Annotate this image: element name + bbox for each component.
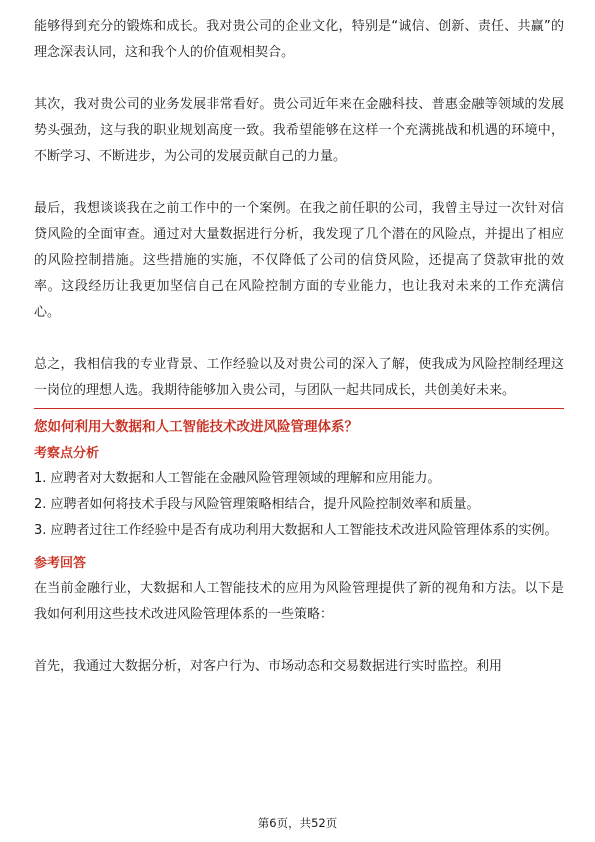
- paragraph-culture: 能够得到充分的锻炼和成长。我对贵公司的企业文化，特别是“诚信、创新、责任、共赢”的理念深表认同，这和我个人的价值观相契合。: [34, 19, 564, 60]
- answer-label: 参考回答: [34, 556, 87, 571]
- analysis-item-1: 1. 应聘者对大数据和人工智能在金融风险管理领域的理解和应用能力。: [34, 471, 441, 486]
- analysis-item-2: 2. 应聘者如何将技术手段与风险管理策略相结合，提升风险控制效率和质量。: [34, 497, 480, 512]
- answer-paragraph-first: 首先，我通过大数据分析，对客户行为、市场动态和交易数据进行实时监控。利用: [34, 659, 503, 674]
- paragraph-conclusion: 总之，我相信我的专业背景、工作经验以及对贵公司的深入了解，使我成为风险控制经理这一岗位的理想人选。我期待能够加入贵公司，与团队一起共同成长，共创美好未来。: [34, 357, 564, 398]
- analysis-item-3: 3. 应聘者过往工作经验中是否有成功利用大数据和人工智能技术改进风险管理体系的实例。: [34, 523, 558, 538]
- page-footer: 第6页，共52页: [257, 816, 338, 830]
- answer-paragraph-intro: 在当前金融行业，大数据和人工智能技术的应用为风险管理提供了新的视角和方法。以下是我如何利用这些技术改进风险管理体系的一些策略：: [34, 581, 564, 622]
- paragraph-case-study: 最后，我想谈谈我在之前工作中的一个案例。在我之前任职的公司，我曾主导过一次针对信贷风险的全面审查。通过对大量数据进行分析，我发现了几个潜在的风险点，并提出了相应的风险控制措施。这些措施的实施，不仅降低了公司的信贷风险，还提高了贷款审批的效率。这段经历让我更加坚信自己在风险控制方面的专业能力，也让我对未来的工作充满信心。: [34, 201, 564, 320]
- page-content: [34, 14, 564, 680]
- question-heading: 您如何利用大数据和人工智能技术改进风险管理体系？: [34, 408, 564, 438]
- paragraph-business-outlook: 其次，我对贵公司的业务发展非常看好。贵公司近年来在金融科技、普惠金融等领域的发展势头强劲，这与我的职业规划高度一致。我希望能够在这样一个充满挑战和机遇的环境中，不断学习、不断进步，为公司的发展贡献自己的力量。: [34, 97, 564, 164]
- analysis-label: 考察点分析: [34, 446, 100, 461]
